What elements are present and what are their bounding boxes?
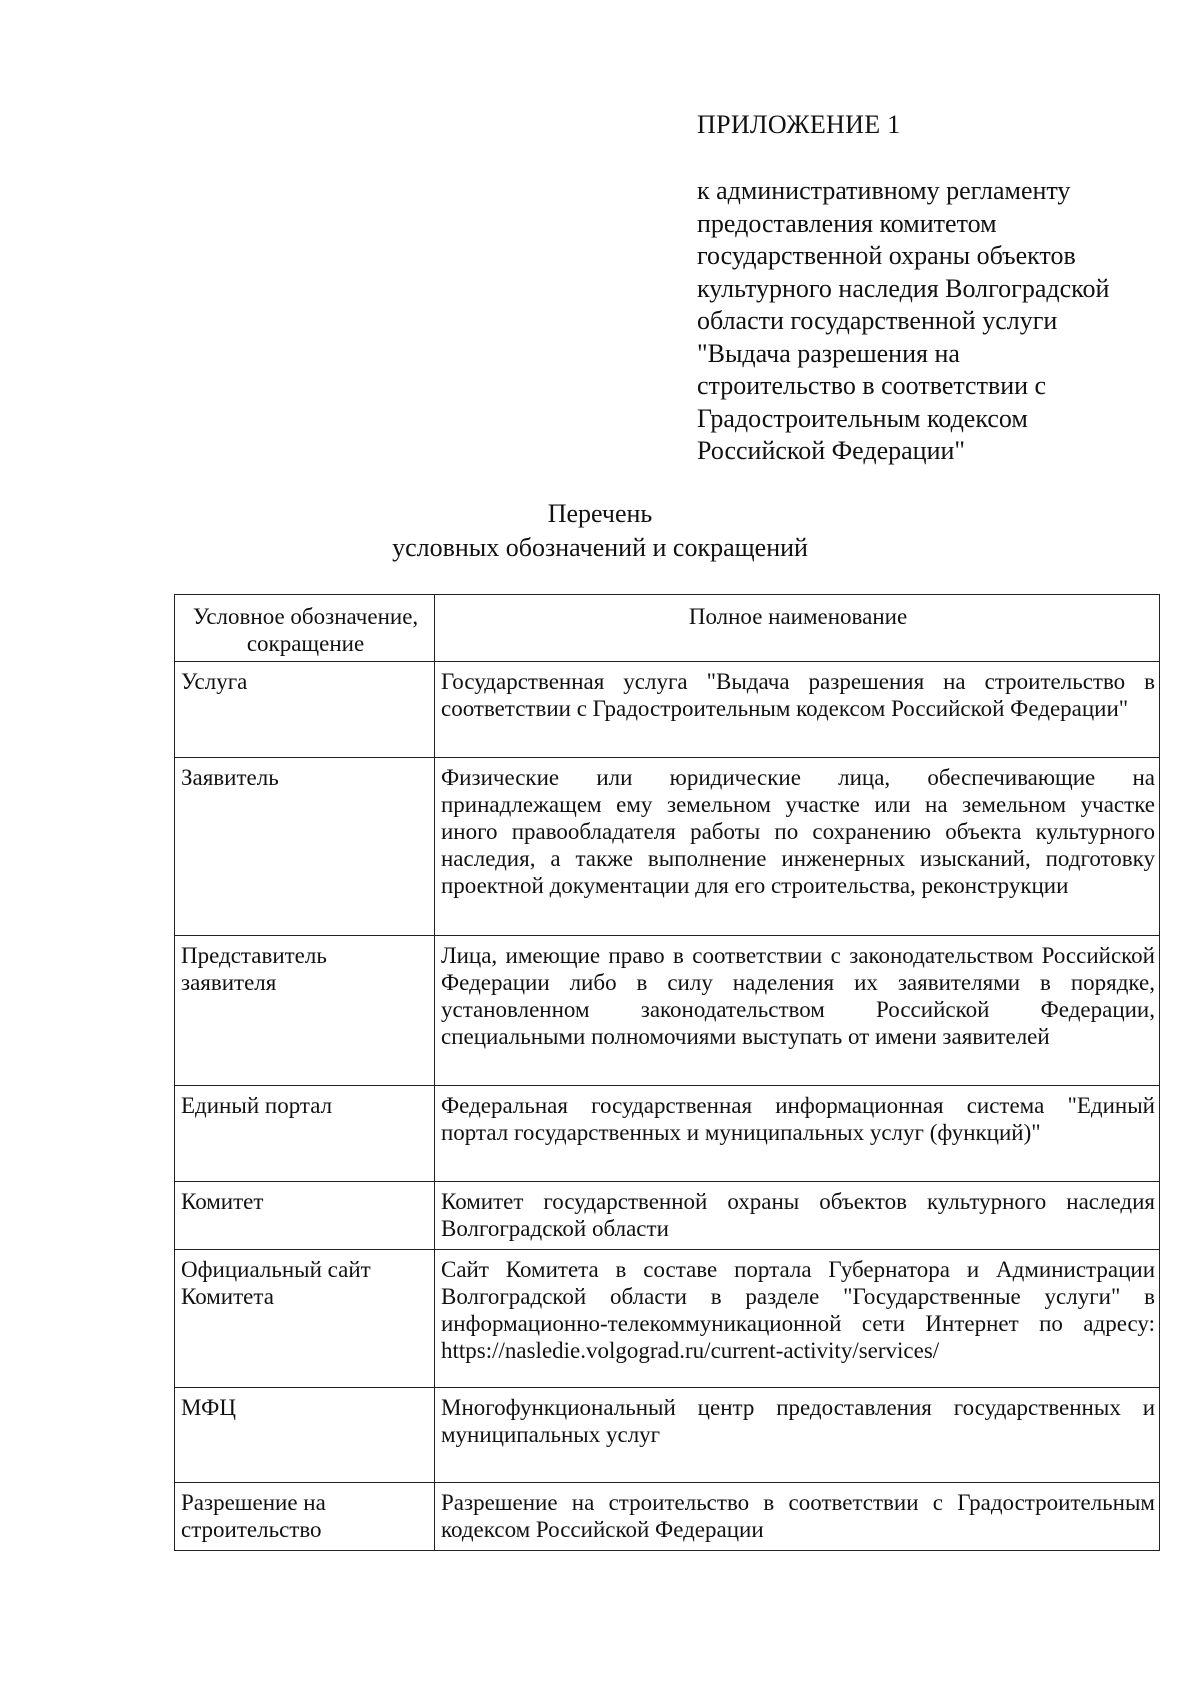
table-row [175,936,1160,1086]
term-cell [175,1182,435,1250]
definition-cell: Федеральная государственная информационная система "Единый портал государственных и муниципальных услуг (функций)" [435,1086,1160,1182]
term-cell [175,1388,435,1483]
appendix-subtitle-line: государственной охраны объектов [697,241,1076,270]
definition-cell: Комитет государственной охраны объектов культурного наследия Волгоградской области [435,1182,1160,1250]
header-term-cell [175,595,435,662]
appendix-subtitle-line: области государственной услуги [697,306,1058,335]
table-row [175,1182,1160,1250]
term-line: Комитета [181,1284,274,1309]
term-line: МФЦ [181,1395,236,1420]
term-cell [175,662,435,758]
term-cell [175,1483,435,1551]
appendix-subtitle-line: "Выдача разрешения на [697,338,960,368]
list-subtitle: условных обозначений и сокращений [392,533,808,562]
term-line: Заявитель [181,765,279,790]
definition-cell: Разрешение на строительство в соответствии с Градостроительным кодексом Российской Федерации [435,1483,1160,1551]
definition-cell: Лица, имеющие право в соответствии с законодательством Российской Федерации либо в силу наделения их заявителями в порядке, установленном законодательством Российской Федерации, специальными полномочиями выступать от имени заявителей [435,936,1160,1086]
definition-cell: Государственная услуга "Выдача разрешения на строительство в соответствии с Градостроительным кодексом Российской Федерации" [435,662,1160,758]
appendix-subtitle-line: к административному регламенту [697,176,1071,205]
appendix-subtitle-line: Градостроительным кодексом [697,403,1028,433]
term-cell [175,1250,435,1388]
definition-cell: Физические или юридические лица, обеспечивающие на принадлежащем ему земельном участке или на земельном участке иного правообладателя работы по сохранению объекта культурного наследия, а также выполнение инженерных изысканий, подготовку проектной документации для его строительства, реконструкции [435,758,1160,936]
list-title: Перечень [547,499,653,528]
term-line: Официальный сайт [181,1257,371,1282]
term-line: Представитель [181,943,327,968]
term-line: Услуга [181,669,248,694]
appendix-title: ПРИЛОЖЕНИЕ 1 [697,110,901,139]
table-row [175,1388,1160,1483]
header-term-line: сокращение [246,631,365,656]
term-cell [175,936,435,1086]
appendix-subtitle [697,175,1167,468]
appendix-subtitle-line: культурного наследия Волгоградской [697,273,1110,303]
term-line: Разрешение на [181,1490,326,1515]
term-line: строительство [181,1517,322,1542]
header-term-line: Условное обозначение, [192,604,419,629]
table-row [175,1483,1160,1551]
definition-cell: Многофункциональный центр предоставления государственных и муниципальных услуг [435,1388,1160,1483]
table-header-row [175,595,1160,662]
table-row [175,758,1160,936]
term-line: заявителя [181,970,277,995]
definition-cell: Сайт Комитета в составе портала Губернатора и Администрации Волгоградской области в разделе "Государственные услуги" в информационно-телекоммуникационной сети Интернет по адресу: https://nasledie.volgograd.ru/current-activity/services/ [435,1250,1160,1388]
appendix-subtitle-line: предоставления комитетом [697,208,997,238]
term-cell [175,758,435,936]
term-line: Единый портал [181,1093,333,1118]
table-row [175,1250,1160,1388]
table-row [175,662,1160,758]
header-definition-cell: Полное наименование [435,595,1160,662]
appendix-subtitle-line: строительство в соответствии с [697,371,1047,400]
abbreviations-table [174,594,1160,1551]
appendix-subtitle-line: Российской Федерации" [697,436,966,465]
term-cell [175,1086,435,1182]
term-line: Комитет [181,1189,264,1214]
table-row [175,1086,1160,1182]
